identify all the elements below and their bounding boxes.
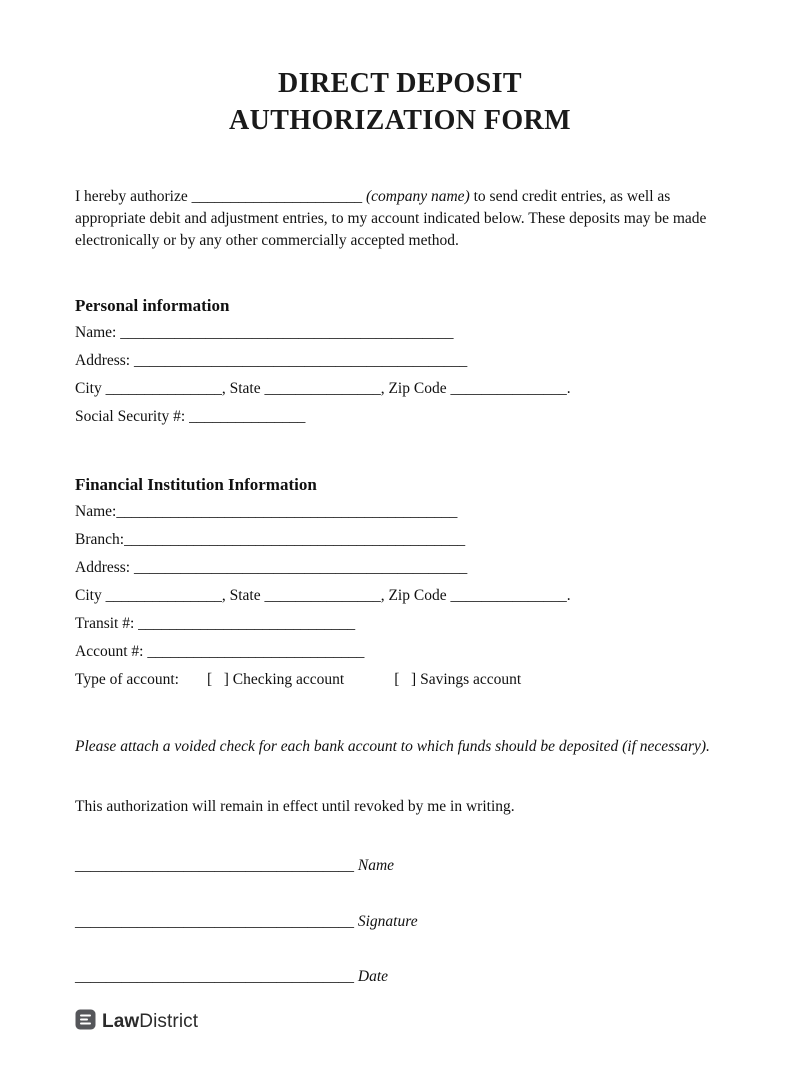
personal-state-blank[interactable]: _______________: [264, 379, 381, 397]
lawdistrict-logo: [75, 1009, 725, 1035]
intro-lead-text: I hereby authorize: [75, 187, 188, 205]
financial-state-label: , State: [221, 586, 265, 604]
financial-info-heading: Financial Institution Information: [75, 474, 317, 494]
personal-ssn-label: Social Security #:: [75, 407, 190, 425]
checking-account-checkbox[interactable]: [ ]: [206, 670, 229, 688]
lawdistrict-logo-text: [102, 1011, 198, 1033]
personal-ssn-blank[interactable]: _______________: [189, 407, 306, 425]
signature-signature-line: [75, 913, 725, 932]
financial-name-blank[interactable]: ____________________________________________: [116, 502, 458, 520]
personal-name-blank[interactable]: ___________________________________________: [120, 323, 454, 341]
financial-account-line: [75, 638, 725, 666]
intro-body-text: to send credit entries, as well as appropriate debit and adjustment entries, to my account indicated below. These deposits may be made electronically or by any other commercially accepted method.: [75, 187, 707, 249]
title-line-1: DIRECT DEPOSIT: [278, 68, 522, 99]
signature-date-line: [75, 968, 725, 987]
financial-name-label: Name:: [75, 502, 117, 520]
title-line-2: AUTHORIZATION FORM: [229, 104, 571, 136]
financial-name-line: [75, 498, 725, 526]
company-name-hint: (company name): [366, 187, 470, 205]
signature-date-blank[interactable]: ____________________________________: [75, 968, 354, 986]
financial-branch-blank[interactable]: ____________________________________________: [124, 530, 466, 548]
company-name-blank[interactable]: ______________________: [191, 187, 363, 205]
signature-name-label: Name: [357, 857, 395, 875]
financial-transit-line: [75, 610, 725, 638]
savings-account-label: Savings account: [420, 670, 522, 688]
financial-zip-blank[interactable]: _______________: [450, 586, 567, 604]
personal-zip-blank[interactable]: _______________: [450, 379, 567, 397]
account-type-label: Type of account:: [75, 670, 179, 688]
personal-name-line: [75, 319, 725, 347]
financial-city-state-zip-line: [75, 582, 725, 610]
personal-address-line: [75, 347, 725, 375]
financial-account-blank[interactable]: ____________________________: [147, 642, 365, 660]
financial-zip-label: , Zip Code: [380, 586, 451, 604]
intro-paragraph: [75, 186, 725, 252]
signature-date-label: Date: [357, 968, 389, 986]
financial-transit-blank[interactable]: ____________________________: [138, 614, 356, 632]
voided-check-note: Please attach a voided check for each bank account to which funds should be deposited (if necessary).: [75, 737, 710, 755]
financial-city-label: City: [75, 586, 106, 604]
personal-info-heading: Personal information: [75, 295, 230, 315]
personal-address-blank[interactable]: ___________________________________________: [133, 351, 468, 369]
personal-city-blank[interactable]: _______________: [105, 379, 222, 397]
account-type-line: [75, 666, 725, 694]
personal-line-period: .: [566, 379, 571, 397]
signature-signature-label: Signature: [357, 912, 418, 930]
financial-address-line: [75, 554, 725, 582]
financial-address-blank[interactable]: ___________________________________________: [133, 558, 468, 576]
financial-city-blank[interactable]: _______________: [105, 586, 222, 604]
document-title: [75, 66, 725, 140]
lawdistrict-logo-text-district: District: [139, 1011, 199, 1033]
signature-name-blank[interactable]: ____________________________________: [75, 857, 354, 875]
financial-transit-label: Transit #:: [75, 614, 139, 632]
personal-address-label: Address:: [75, 351, 134, 369]
financial-branch-label: Branch:: [75, 530, 125, 548]
financial-line-period: .: [566, 586, 571, 604]
financial-account-label: Account #:: [75, 642, 148, 660]
financial-address-label: Address:: [75, 558, 134, 576]
financial-branch-line: [75, 526, 725, 554]
lawdistrict-logo-icon: [75, 1009, 96, 1035]
personal-state-label: , State: [221, 379, 265, 397]
signature-name-line: [75, 857, 725, 876]
savings-account-checkbox[interactable]: [ ]: [394, 670, 417, 688]
financial-state-blank[interactable]: _______________: [264, 586, 381, 604]
personal-ssn-line: [75, 403, 725, 431]
checking-account-label: Checking account: [232, 670, 345, 688]
lawdistrict-logo-text-law: Law: [102, 1011, 140, 1033]
personal-city-state-zip-line: [75, 375, 725, 403]
personal-zip-label: , Zip Code: [380, 379, 451, 397]
personal-name-label: Name:: [75, 323, 121, 341]
signature-signature-blank[interactable]: ____________________________________: [75, 912, 354, 930]
revocation-note: This authorization will remain in effect until revoked by me in writing.: [75, 797, 515, 815]
personal-city-label: City: [75, 379, 106, 397]
